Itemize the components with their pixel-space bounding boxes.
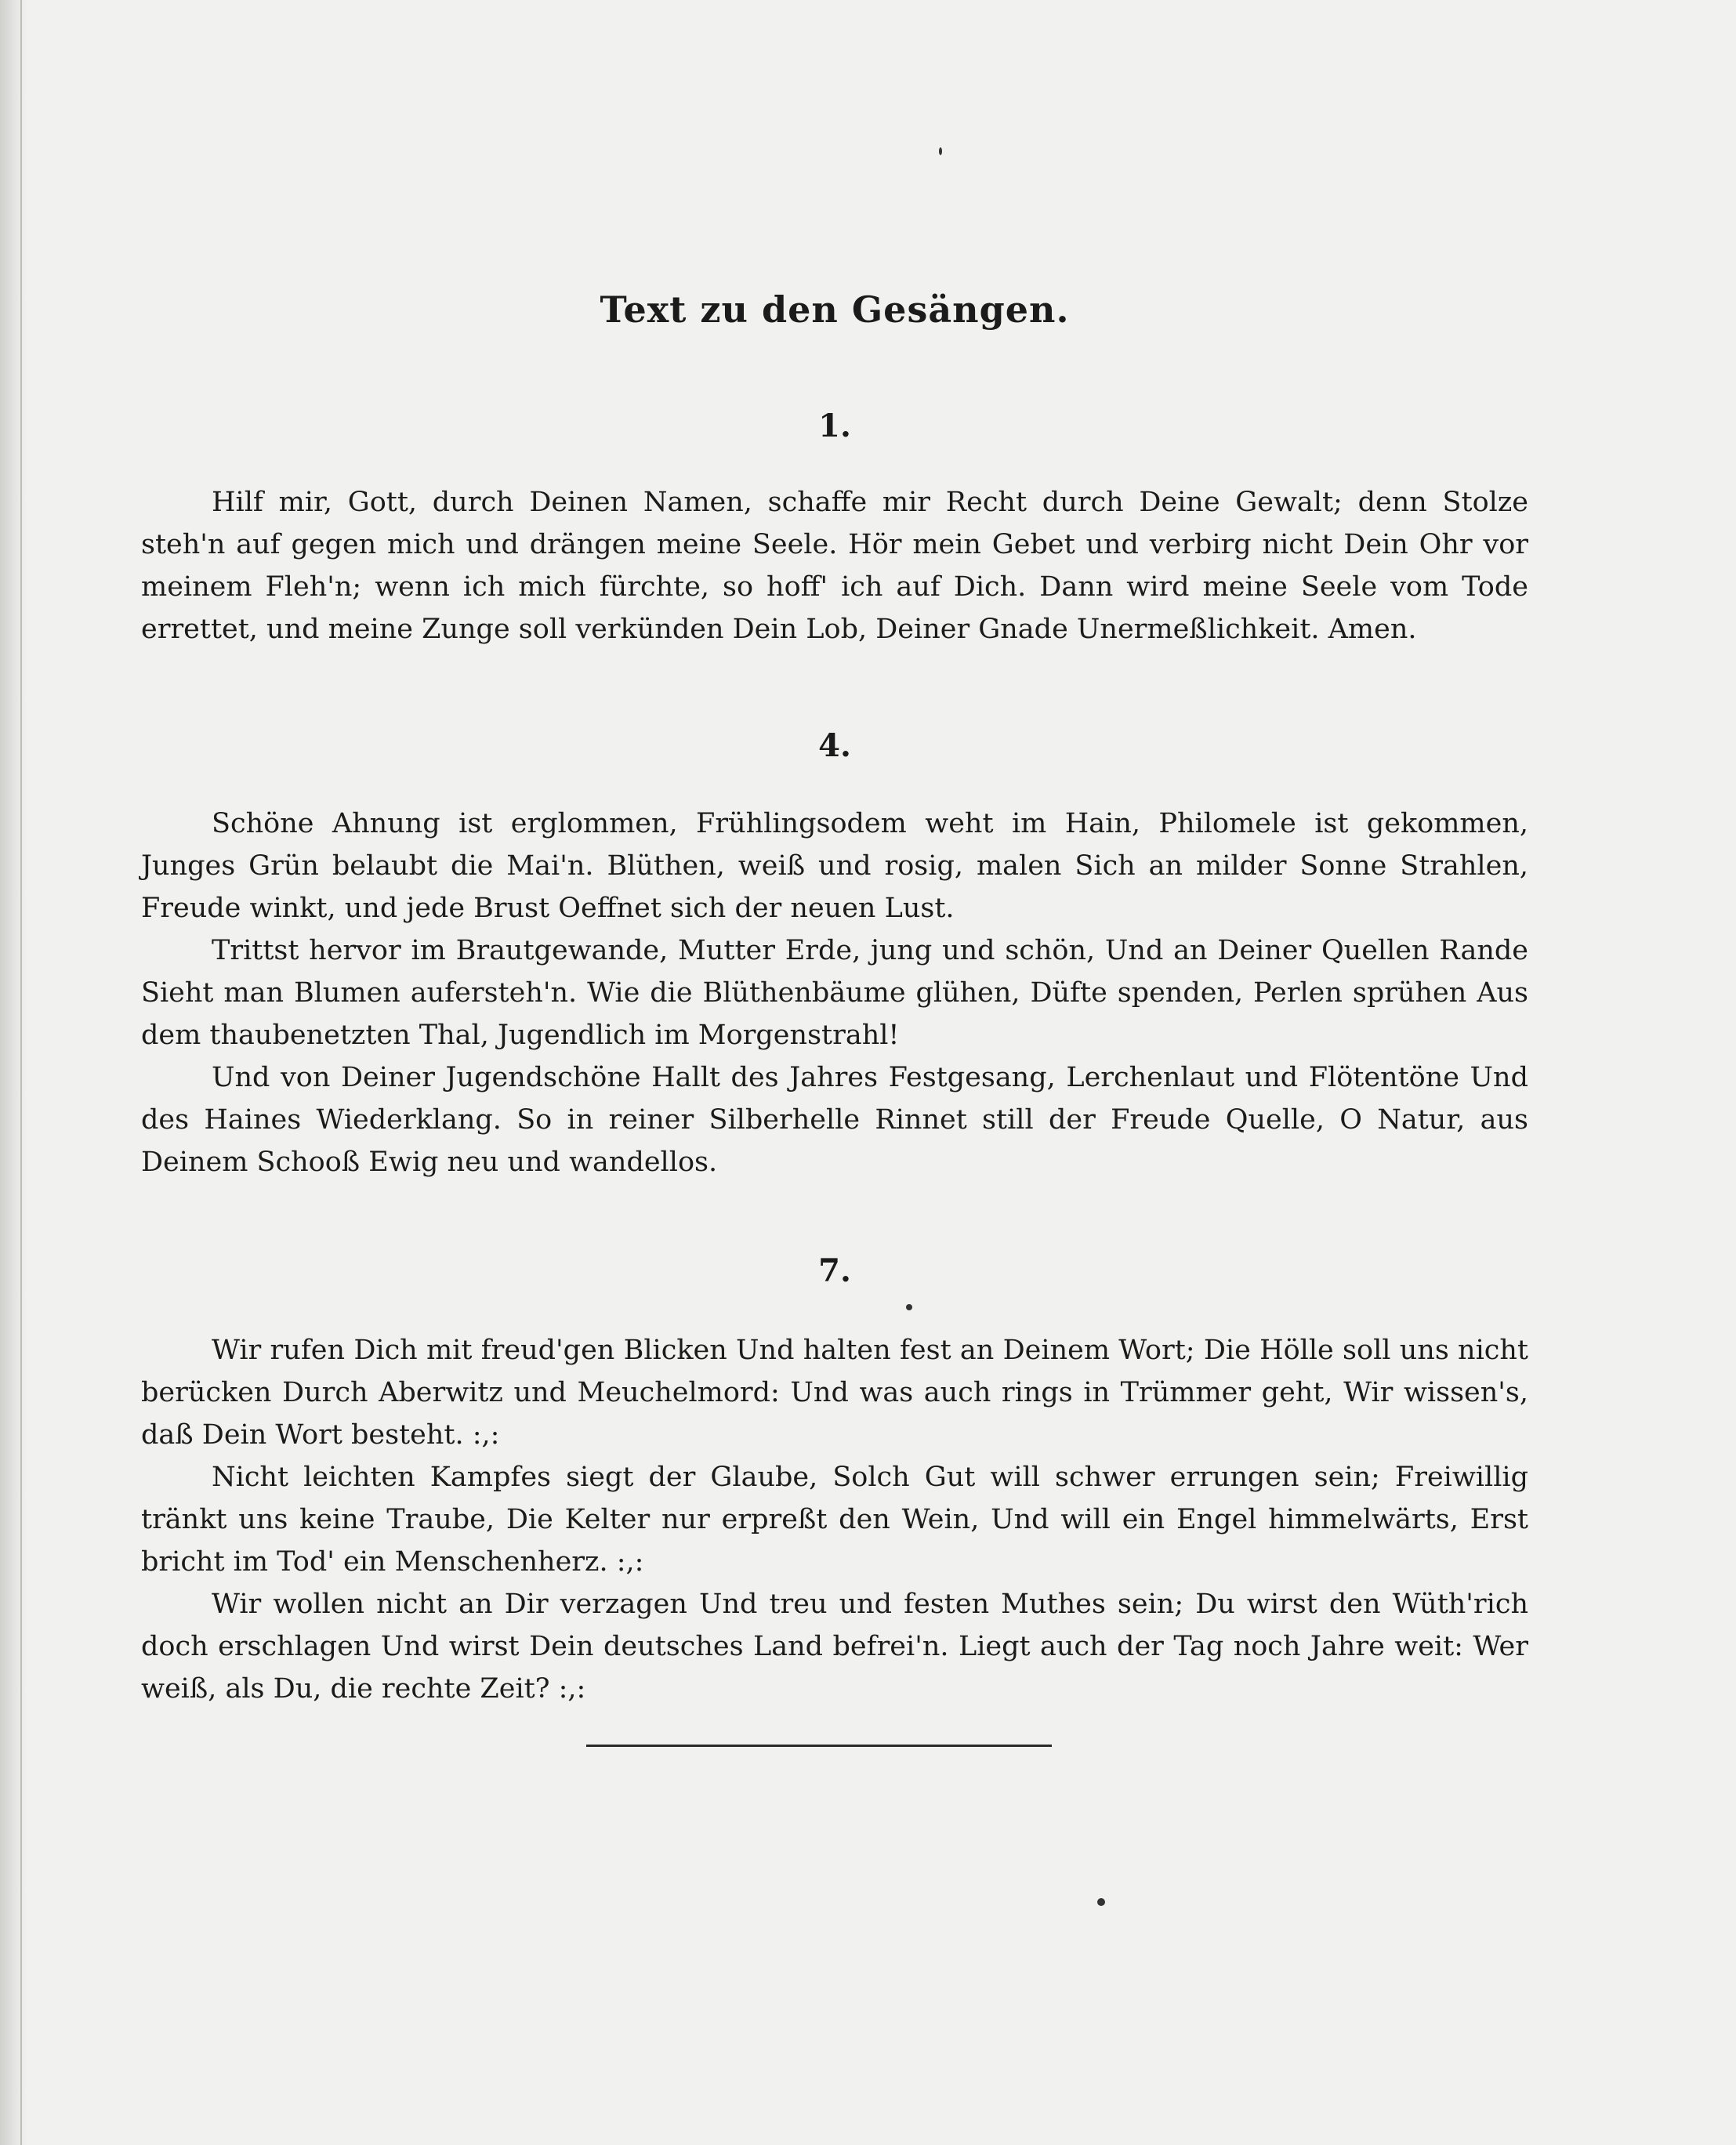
section-text-4 [141,803,1528,1183]
paragraph: Hilf mir, Gott, durch Deinen Namen, schaffe mir Recht durch Deine Gewalt; denn Stolze steh'n auf gegen mich und drängen meine Seele. Hör mein Gebet und verbirg nicht Dein Ohr vor meinem Fleh'n; wenn ich mich fürchte, so hoff' ich auf Dich. Dann wird meine Seele vom Tode errettet, und meine Zunge soll verkünden Dein Lob, Deiner Gnade Unermeßlichkeit. Amen. [141,487,1528,645]
closing-rule [586,1745,1052,1747]
section-text-7 [141,1329,1528,1710]
print-speck [906,1304,912,1310]
print-speck [1097,1898,1105,1906]
section-number-7: 7. [818,1252,851,1289]
paragraph: Wir rufen Dich mit freud'gen Blicken Und halten fest an Deinem Wort; Die Hölle soll uns nicht berücken Durch Aberwitz und Meuchelmord: Und was auch rings in Trümmer geht, Wir wissen's, daß Dein Wort besteht. :,: [141,1335,1528,1451]
paragraph: Und von Deiner Jugendschöne Hallt des Jahres Festgesang, Lerchenlaut und Flötentöne Und des Haines Wiederklang. So in reiner Silberhelle Rinnet still der Freude Quelle, O Natur, aus Deinem Schooß Ewig neu und wandellos. [141,1062,1528,1178]
section-text-1 [141,481,1528,650]
paragraph: Nicht leichten Kampfes siegt der Glaube, Solch Gut will schwer errungen sein; Freiwillig tränkt uns keine Traube, Die Kelter nur erpreßt den Wein, Und will ein Engel himmelwärts, Erst bricht im Tod' ein Menschenherz. :,: [141,1462,1528,1578]
page-edge [0,0,27,2145]
section-number-1: 1. [818,408,851,444]
paragraph: Schöne Ahnung ist erglommen, Frühlingsodem weht im Hain, Philomele ist gekommen, Junges Grün belaubt die Mai'n. Blüthen, weiß und rosig, malen Sich an milder Sonne Strahlen, Freude winkt, und jede Brust Oeffnet sich der neuen Lust. [141,808,1528,924]
paragraph: Wir wollen nicht an Dir verzagen Und treu und festen Muthes sein; Du wirst den Wüth'rich doch erschlagen Und wirst Dein deutsches Land befrei'n. Liegt auch der Tag noch Jahre weit: Wer weiß, als Du, die rechte Zeit? :,: [141,1589,1528,1705]
page-title: Text zu den Gesängen. [600,288,1070,331]
paragraph: Trittst hervor im Brautgewande, Mutter Erde, jung und schön, Und an Deiner Quellen Rande Sieht man Blumen aufersteh'n. Wie die Blüthenbäume glühen, Düfte spenden, Perlen sprühen Aus dem thaubenetzten Thal, Jugendlich im Morgenstrahl! [141,935,1528,1051]
print-speck [939,147,942,155]
section-number-4: 4. [818,727,851,764]
